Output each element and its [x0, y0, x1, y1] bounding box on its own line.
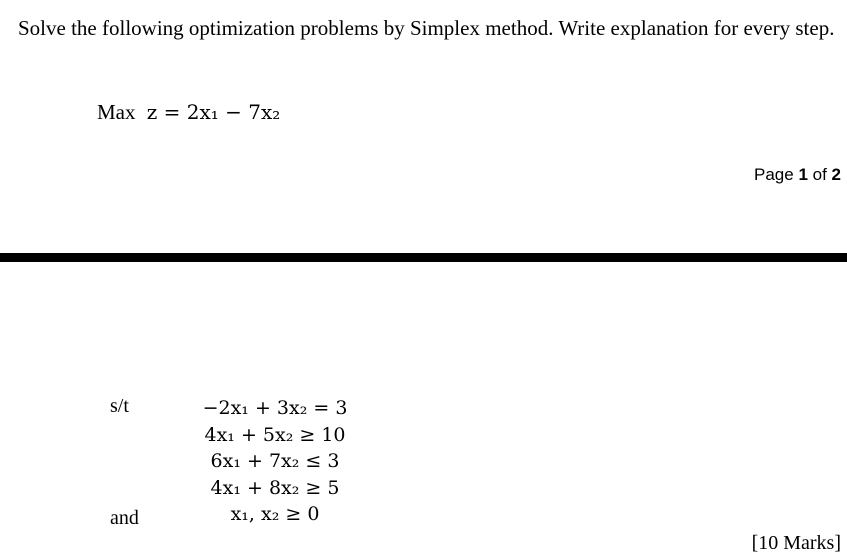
question-instruction: Solve the following optimization problems by Simplex method. Write explanation for every step.: [18, 16, 835, 40]
nonnegativity-label: and: [110, 507, 139, 529]
page-number-current: 1: [798, 165, 808, 184]
page-number-separator: of: [807, 165, 832, 184]
page-number: [754, 165, 841, 185]
constraint-2: 4x₁ + 5x₂ ≥ 10: [204, 423, 346, 446]
constraint-3: 6x₁ + 7x₂ ≤ 3: [210, 450, 340, 472]
constraints-block: [195, 395, 355, 528]
nonnegativity-constraint: x₁, x₂ ≥ 0: [230, 503, 320, 525]
objective-label: Max: [97, 100, 136, 124]
constraint-4: 4x₁ + 8x₂ ≥ 5: [210, 476, 340, 499]
constraints-label: s/t: [110, 395, 129, 417]
objective-expression: z = 2x₁ − 7x₂: [146, 100, 281, 124]
page-break-divider: [0, 253, 847, 262]
objective-function: [97, 100, 280, 125]
marks-label: [10 Marks]: [751, 532, 841, 554]
constraint-1: −2x₁ + 3x₂ = 3: [202, 397, 348, 419]
page-number-total: 2: [831, 165, 841, 184]
page-number-prefix: Page: [754, 165, 799, 184]
